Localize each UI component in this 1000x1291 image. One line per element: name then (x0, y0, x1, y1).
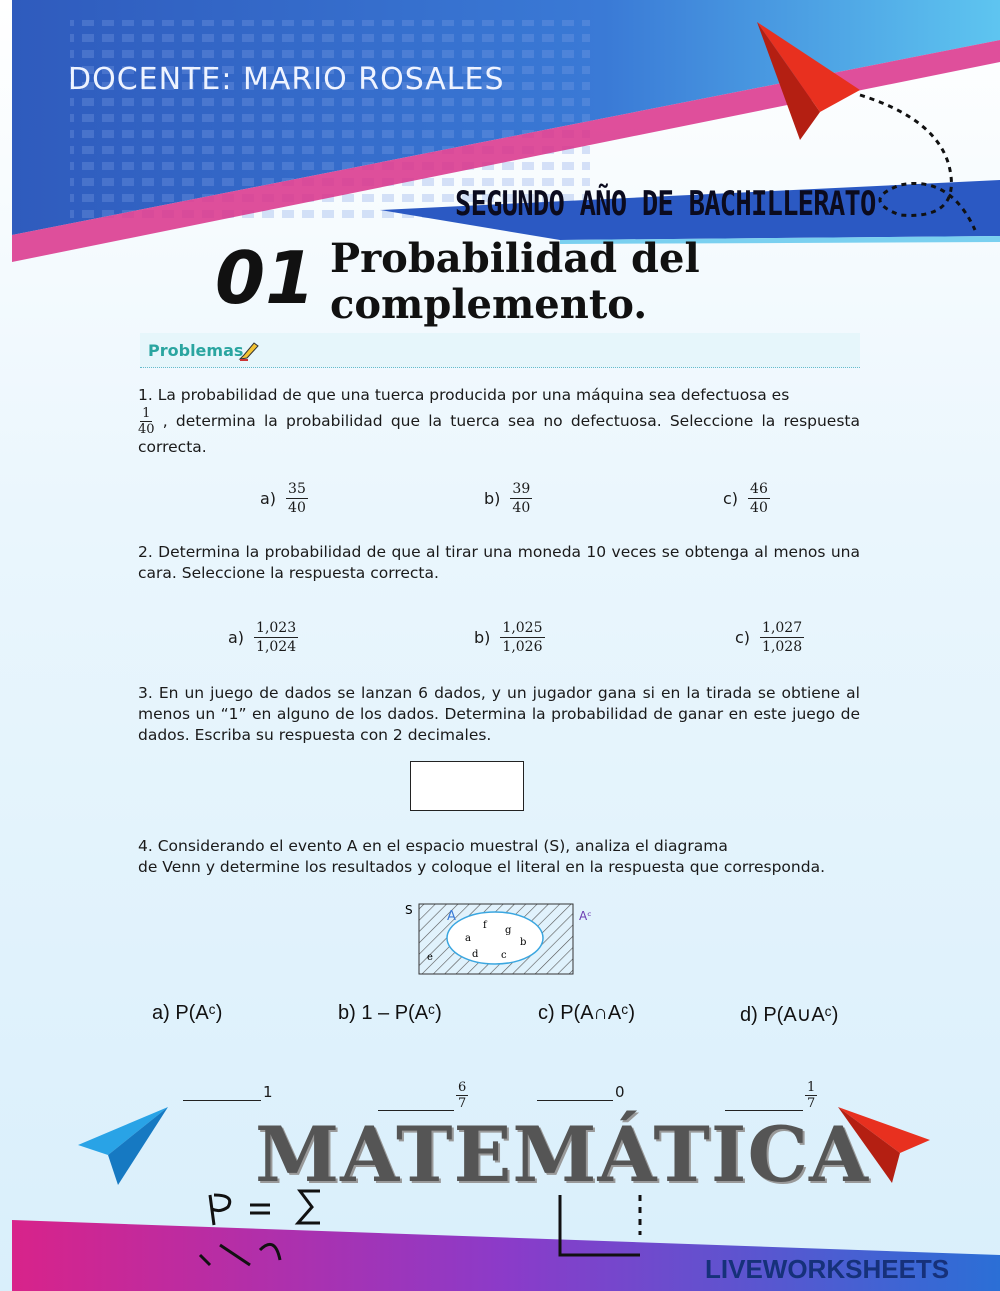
venn-s-label: S (405, 903, 413, 917)
venn-set-a (447, 912, 543, 964)
q4-answer-b[interactable]: $\frac{6}{7}$ (378, 1080, 468, 1111)
question-4 (138, 836, 860, 878)
q1-option-b[interactable]: b) $\frac{39}{40}$ (484, 481, 531, 516)
teacher-name: DOCENTE: MARIO ROSALES (68, 62, 505, 97)
question-3: 3. En un juego de dados se lanzan 6 dados, y un jugador gana si en la tirada se obtiene al menos un “1” en alguno de los dados. Determina la probabilidad de ganar en este juego de dados. Escriba su respuesta con 2 decimales. (138, 684, 860, 744)
title-line-1: Probabilidad del (330, 235, 700, 282)
q4-text-2: de Venn y determine los resultados y coloque el literal en la respuesta que corresponda. (138, 858, 826, 876)
q1-text-a: 1. La probabilidad de que una tuerca producida por una máquina sea defectuosa es (138, 386, 790, 404)
q4-answer-d[interactable]: $\frac{1}{7}$ (725, 1080, 817, 1111)
q4-item-a: a) P(Aᶜ) (152, 1002, 223, 1024)
pencil-icon (238, 341, 260, 361)
q2-option-a[interactable]: a) $\frac{1,023}{1,024}$ (228, 620, 297, 655)
q4-answer-a[interactable]: 1 (183, 1080, 273, 1101)
grade-level: SEGUNDO AÑO DE BACHILLERATO (455, 184, 876, 224)
blue-plane-icon (78, 1107, 168, 1185)
page-title (330, 236, 700, 328)
q2-option-b[interactable]: b) $\frac{1,025}{1,026}$ (474, 620, 543, 655)
svg-text:b: b (520, 937, 527, 948)
q4-text-1: 4. Considerando el evento A en el espacio muestral (S), analiza el diagrama (138, 837, 728, 855)
q4-answer-c[interactable]: 0 (537, 1080, 625, 1101)
section-label: Problemas (148, 341, 244, 360)
venn-diagram (405, 900, 595, 978)
q1-text-b: , determina la probabilidad que la tuerca sea no defectuosa. Seleccione la respuesta correcta. (138, 412, 860, 456)
q4-item-c: c) P(A∩Aᶜ) (538, 1002, 636, 1024)
title-line-2: complemento. (330, 281, 648, 328)
q4-item-b: b) 1 – P(Aᶜ) (338, 1002, 442, 1024)
svg-text:e: e (427, 952, 433, 963)
svg-text:f: f (483, 920, 487, 931)
venn-ac-label: Aᶜ (579, 909, 592, 923)
q1-option-c[interactable]: c) $\frac{46}{40}$ (723, 481, 768, 516)
venn-a-label: A (447, 909, 456, 924)
brand-logo: LIVEWORKSHEETS (705, 1254, 950, 1284)
q2-option-c[interactable]: c) $\frac{1,027}{1,028}$ (735, 620, 803, 655)
subject-banner: MATEMÁTICA (255, 1110, 869, 1199)
q1-fraction: $\frac{1}{40}$ (138, 406, 155, 437)
section-header (140, 333, 860, 368)
question-2: 2. Determina la probabilidad de que al tirar una moneda 10 veces se obtenga al menos una cara. Seleccione la respuesta correcta. (138, 543, 860, 582)
svg-text:a: a (465, 933, 471, 944)
lesson-number: 01 (215, 236, 316, 320)
svg-text:d: d (472, 949, 479, 960)
question-1 (138, 385, 860, 458)
q4-item-d: d) P(A∪Aᶜ) (740, 1004, 839, 1026)
q1-option-a[interactable]: a) $\frac{35}{40}$ (260, 481, 306, 516)
svg-text:g: g (505, 925, 512, 936)
svg-text:c: c (501, 950, 507, 961)
q3-answer-input[interactable] (410, 761, 524, 811)
